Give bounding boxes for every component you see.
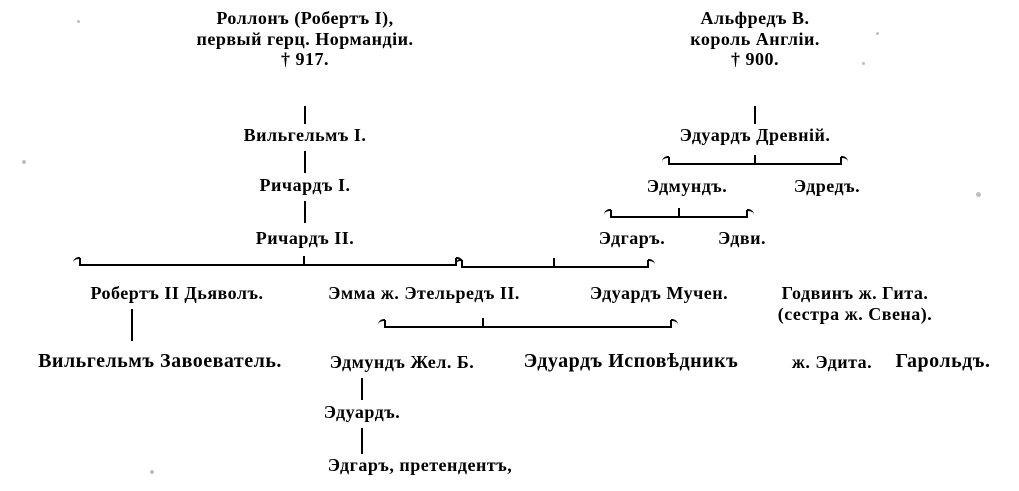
node-eduard-the-exile: Эдуардъ. [323, 402, 401, 422]
node-rollon-line1: Роллонъ (Робертъ I), [216, 8, 394, 28]
scan-speck [22, 160, 26, 164]
node-edmund: Эдмундъ. [646, 176, 728, 196]
brace-edgar-children [455, 258, 655, 270]
node-alfred-the-great [690, 8, 820, 70]
node-eduard-the-martyr: Эдуардъ Мучен. [589, 283, 729, 303]
node-edgar-the-pretender: Эдгаръ, претендентъ, [327, 455, 513, 475]
brace-richard2-children [73, 256, 463, 268]
node-vilgelm-i: Вильгельмъ I. [243, 125, 367, 145]
node-godvin-line2: (сестра ж. Свена). [777, 303, 933, 324]
scan-speck [862, 62, 865, 65]
node-rollon-death: † 917. [281, 49, 329, 70]
brace-emma-children [378, 318, 678, 330]
connector-vilgelm1-richard1 [304, 151, 306, 173]
node-rollon-line2: первый герц. Нормандіи. [196, 28, 414, 49]
node-edgar: Эдгаръ. [598, 228, 666, 248]
node-godvin-line1: Годвинъ ж. Гита. [781, 283, 929, 303]
connector-robert2-vilgelm [131, 309, 133, 341]
node-alfred-line1: Альфредъ В. [700, 8, 810, 28]
node-richard-i: Ричардъ I. [259, 175, 351, 195]
scan-speck [150, 470, 154, 474]
node-godvin [778, 283, 933, 324]
connector-eduard-edgar [361, 428, 363, 454]
connector-rollon-vilgelm1 [304, 106, 306, 124]
node-robert-ii-the-devil: Робертъ II Дьяволъ. [90, 283, 264, 303]
node-edred: Эдредъ. [793, 176, 861, 196]
node-zh-edita: ж. Эдита. [791, 352, 873, 372]
node-william-the-conqueror: Вильгельмъ Завоеватель. [38, 350, 282, 372]
node-alfred-death: † 900. [731, 49, 779, 70]
node-eduard-the-elder: Эдуардъ Древній. [679, 125, 831, 145]
node-edmund-ironside: Эдмундъ Жел. Б. [329, 352, 475, 372]
connector-edmund-eduard [361, 378, 363, 400]
connector-alfred-eduard [754, 106, 756, 124]
node-edvi: Эдви. [718, 228, 766, 248]
node-harold: Гарольдъ. [895, 350, 991, 372]
node-emma: Эмма ж. Этельредъ II. [328, 283, 520, 303]
brace-eduard-children [662, 155, 848, 167]
connector-richard1-richard2 [304, 201, 306, 223]
node-rollon [196, 8, 413, 70]
node-edward-the-confessor: Эдуардъ Исповѣдникъ [523, 350, 739, 372]
scan-speck [77, 20, 80, 23]
node-alfred-line2: король Англіи. [690, 28, 820, 49]
scan-speck [876, 32, 879, 35]
node-richard-ii: Ричардъ II. [255, 228, 355, 248]
brace-edmund-children [604, 208, 754, 220]
scan-speck [976, 192, 981, 197]
